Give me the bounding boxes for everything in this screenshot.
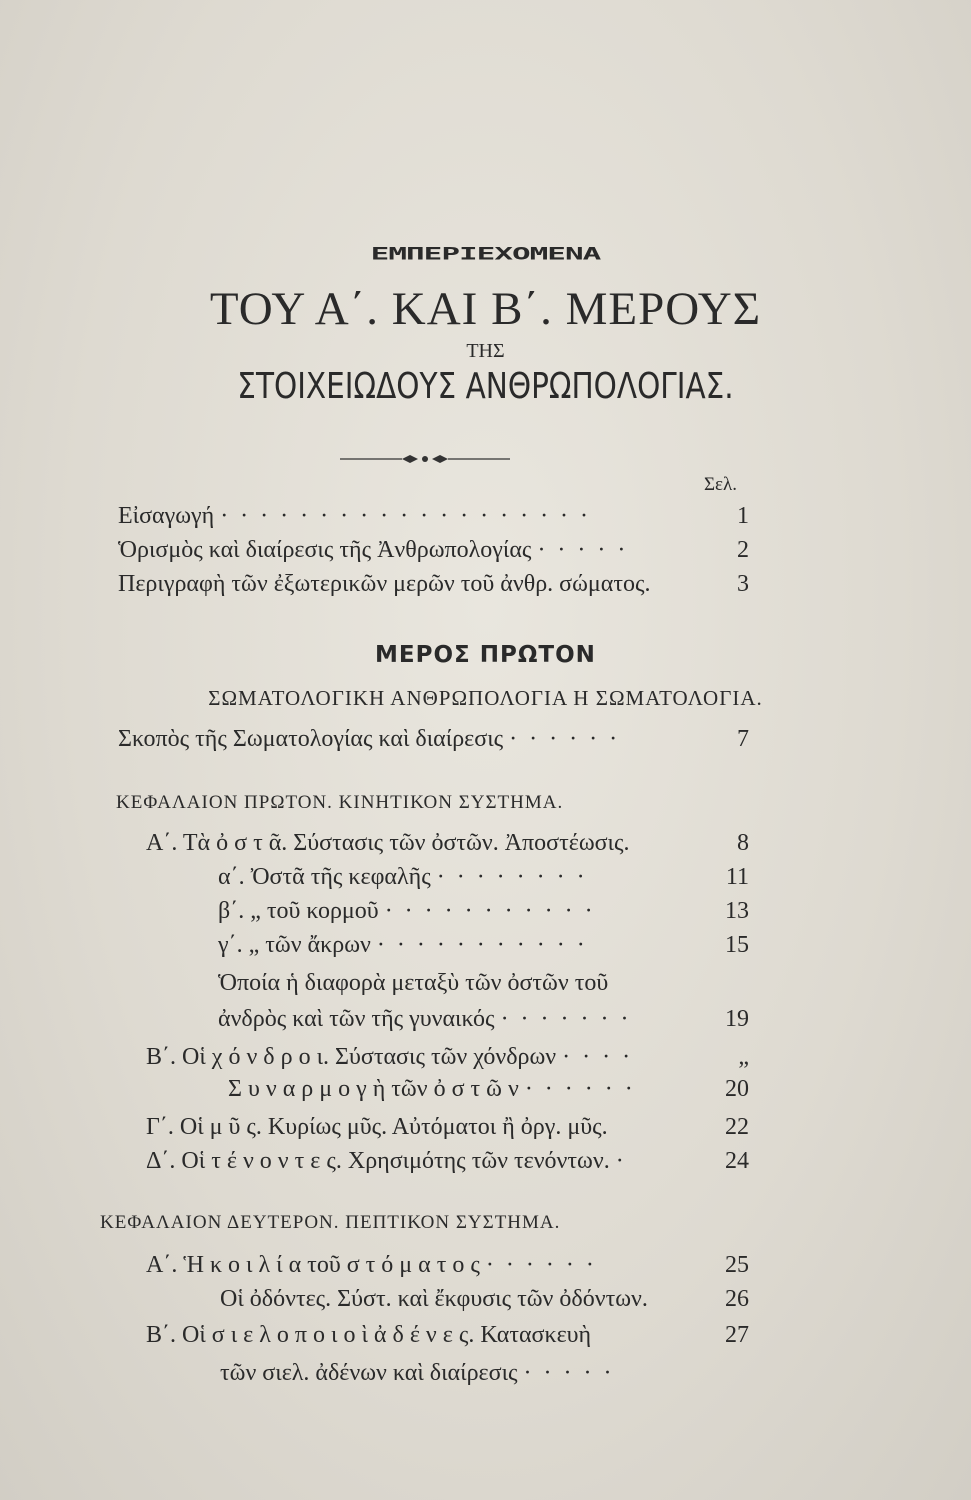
toc-leader: · · · · · · · · · · · (376, 932, 588, 958)
part-subtitle: ΣΩΜΑΤΟΛΟΓΙΚΗ ΑΝΘΡΩΠΟΛΟΓΙΑ Η ΣΩΜΑΤΟΛΟΓΙΑ. (208, 686, 763, 710)
toc-entry (0, 1110, 971, 1144)
toc-entry-text: Σ υ ν α ρ μ ο γ ὴ τῶν ὀ σ τ ῶ ν (228, 1076, 519, 1102)
toc-entry-text: α΄. Ὀστᾶ τῆς κεφαλῆς (218, 864, 431, 890)
part-title: ΜΕΡΟΣ ΠΡΩΤΟΝ (375, 642, 596, 668)
toc-entry (0, 860, 971, 894)
toc-page: 26 (725, 1286, 749, 1312)
toc-entry-text: Εἰσαγωγή (118, 503, 215, 529)
ornament-divider (340, 452, 510, 466)
toc-entry-text: β΄. „ τοῦ κορμοῦ (218, 898, 379, 924)
toc-entry (0, 1144, 971, 1178)
toc-page: 22 (725, 1114, 749, 1140)
toc-leader: · · · · · · · (500, 1006, 632, 1032)
toc-leader: · · · · · · (524, 1076, 636, 1102)
toc-entry-text: Σκοπὸς τῆς Σωματολογίας καὶ διαίρεσις (118, 726, 504, 752)
toc-entry (0, 1072, 971, 1106)
toc-page: 8 (737, 830, 749, 856)
toc-entry-text: Οἱ ὀδόντες. Σύστ. καὶ ἔκφυσις τῶν ὀδόντων. (220, 1286, 648, 1312)
toc-leader: · · · · (562, 1044, 634, 1070)
toc-entry-text: Α΄. Τὰ ὀ σ τ ᾶ. Σύστασις τῶν ὀστῶν. Ἀποστέωσις. (146, 830, 630, 856)
toc-leader: · · · · · (523, 1360, 615, 1386)
chapter-title: ΚΕΦΑΛΑΙΟΝ ΠΡΩΤΟΝ. ΚΙΝΗΤΙΚΟΝ ΣΥΣΤΗΜΑ. (116, 792, 564, 813)
toc-entry-text: τῶν σιελ. ἀδένων καὶ διαίρεσις (220, 1360, 518, 1386)
toc-page: 27 (725, 1322, 749, 1348)
toc-page: 1 (737, 503, 749, 529)
heading-book-title: ΣΤΟΙΧΕΙΩΔΟΥΣ ΑΝΘΡΩΠΟΛΟΓΙΑΣ. (237, 366, 734, 407)
toc-entry-text: Δ΄. Οἱ τ έ ν ο ν τ ε ς. Χρησιμότης τῶν τενόντων. (146, 1148, 610, 1174)
toc-leader: · (615, 1148, 627, 1174)
toc-entry (0, 1040, 971, 1074)
toc-entry-text: Α΄. Ἡ κ ο ι λ ί α τοῦ σ τ ό μ α τ ο ς (146, 1252, 480, 1278)
heading-contents: ΕΜΠΕΡΙΕΧΟΜΕΝΑ (370, 244, 601, 264)
toc-entry-text: ἀνδρὸς καὶ τῶν τῆς γυναικός (218, 1006, 495, 1032)
toc-page: „ (738, 1044, 749, 1070)
toc-entry (0, 533, 971, 567)
toc-leader: · · · · · · · · · · · · · · · · · · · (220, 503, 592, 529)
toc-leader: · · · · · (537, 537, 629, 563)
toc-leader: · · · · · · · · (436, 864, 588, 890)
page-column-label: Σελ. (704, 474, 737, 495)
toc-entry-text: Ὁποία ἡ διαφορὰ μεταξὺ τῶν ὀστῶν τοῦ (218, 970, 609, 996)
toc-page: 3 (737, 571, 749, 597)
toc-page: 2 (737, 537, 749, 563)
heading-article: ΤΗΣ (466, 340, 505, 362)
toc-page: 19 (725, 1006, 749, 1032)
toc-entry-text: γ΄. „ τῶν ἄκρων (218, 932, 371, 958)
toc-page: 20 (725, 1076, 749, 1102)
toc-entry (0, 1002, 971, 1036)
toc-leader: · · · · · · · · · · · (384, 898, 596, 924)
toc-entry-text: Β΄. Οἱ χ ό ν δ ρ ο ι. Σύστασις τῶν χόνδρων (146, 1044, 557, 1070)
toc-page: 7 (737, 726, 749, 752)
toc-entry (0, 722, 971, 756)
toc-entry-text: Β΄. Οἱ σ ι ε λ ο π ο ι ο ὶ ἀ δ έ ν ε ς. Κατασκευὴ (146, 1322, 592, 1348)
toc-entry (0, 567, 971, 601)
toc-page: 25 (725, 1252, 749, 1278)
toc-page: 24 (725, 1148, 749, 1174)
chapter-title: ΚΕΦΑΛΑΙΟΝ ΔΕΥΤΕΡΟΝ. ΠΕΠΤΙΚΟΝ ΣΥΣΤΗΜΑ. (100, 1212, 561, 1233)
toc-entry (0, 1248, 971, 1282)
toc-page: 11 (725, 864, 749, 890)
heading-parts: ΤΟΥ Α΄. ΚΑΙ Β΄. ΜΕΡΟΥΣ (209, 283, 762, 335)
toc-entry (0, 1318, 971, 1352)
toc-entry-text: Ὁρισμὸς καὶ διαίρεσις τῆς Ἀνθρωπολογίας (118, 537, 532, 563)
toc-entry-text: Περιγραφὴ τῶν ἐξωτερικῶν μερῶν τοῦ ἀνθρ. σώματος. (118, 571, 651, 597)
toc-entry (0, 1356, 971, 1390)
toc-page: 15 (725, 932, 749, 958)
toc-entry (0, 894, 971, 928)
toc-entry-text: Γ΄. Οἱ μ ῦ ς. Κυρίως μῦς. Αὐτόματοι ἢ ὀργ. μῦς. (146, 1114, 608, 1140)
toc-entry (0, 928, 971, 962)
toc-entry (0, 826, 971, 860)
toc-entry (0, 966, 971, 1000)
toc-page: 13 (725, 898, 749, 924)
toc-entry (0, 499, 971, 533)
toc-leader: · · · · · · (485, 1252, 597, 1278)
toc-leader: · · · · · · (509, 726, 621, 752)
toc-entry (0, 1282, 971, 1316)
